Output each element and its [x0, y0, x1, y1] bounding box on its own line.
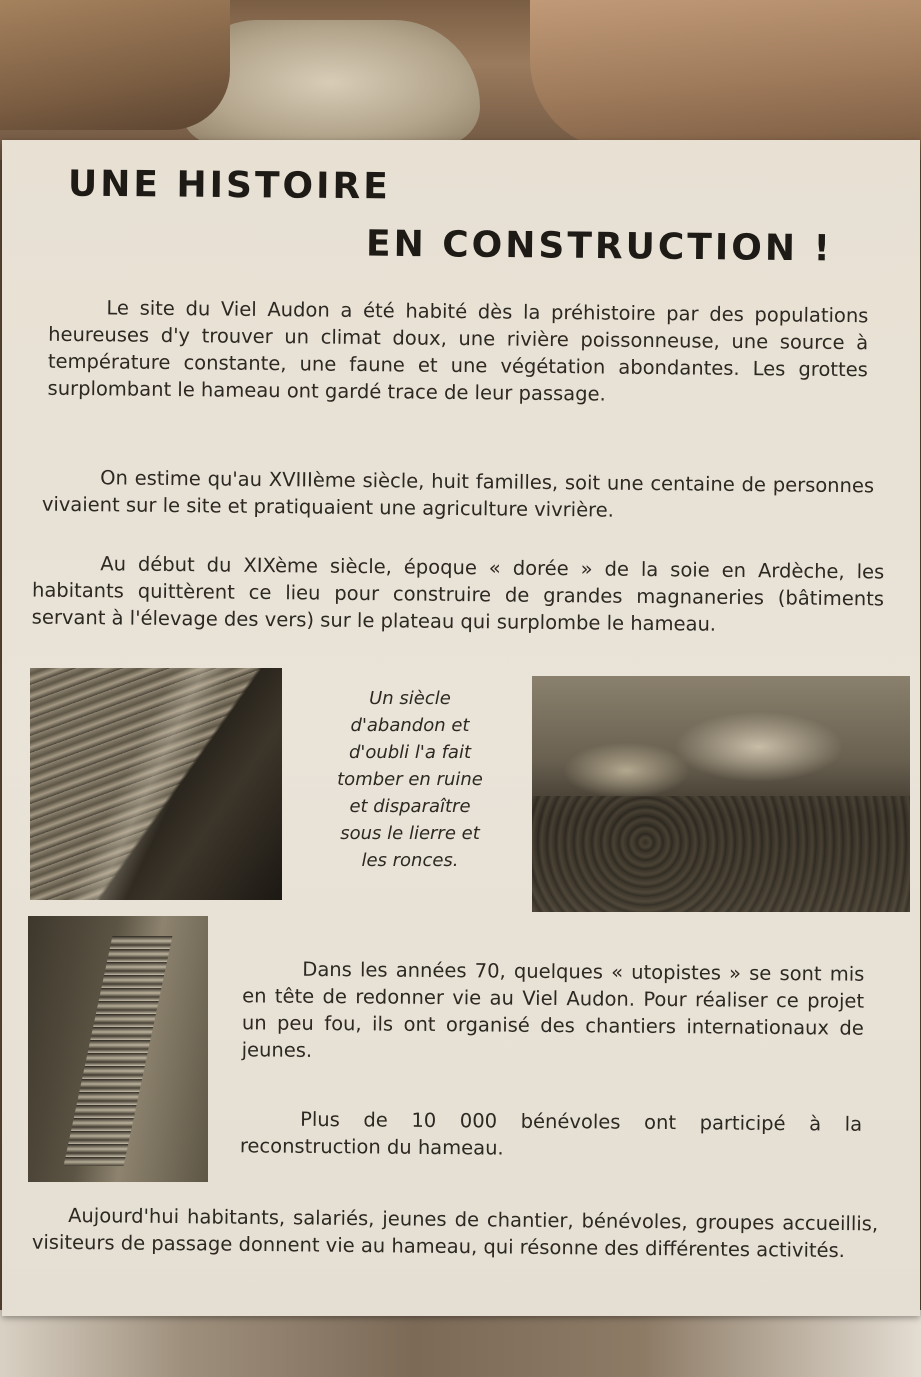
paragraph-today: Aujourd'hui habitants, salariés, jeunes de chantier, bénévoles, groupes accueillis, visiteurs de passage donnent vie au hameau, qui résonne des différentes activités.	[31, 1203, 879, 1263]
information-panel	[2, 140, 920, 1316]
photo-caption: Un siècle d'abandon et d'oubli l'a fait tomber en ruine et disparaître sous le lierre et les ronces.	[337, 688, 483, 871]
paragraph-volunteers: Plus de 10 000 bénévoles ont participé à la reconstruction du hameau.	[239, 1107, 863, 1160]
stone-floor	[0, 1310, 921, 1377]
log-left	[0, 0, 230, 130]
photo-volunteers-chain	[28, 916, 208, 1182]
photo-ruined-village	[532, 676, 910, 912]
paragraph-18th-century: On estime qu'au XVIIIème siècle, huit familles, soit une centaine de personnes vivaient sur le site et pratiquaient une agriculture vivrière.	[41, 466, 875, 522]
panel-title-line2: EN CONSTRUCTION !	[365, 223, 834, 270]
log-right	[530, 0, 921, 150]
paragraph-seventies: Dans les années 70, quelques « utopistes » se sont mis en tête de redonner vie au Viel Audon. Pour réaliser ce projet un peu fou, ils ont organisé des chantiers internationaux de jeunes.	[241, 957, 865, 1062]
paragraph-prehistory: Le site du Viel Audon a été habité dès la préhistoire par des populations heureuses d'y trouver un climat doux, une rivière poissonneuse, une source à température constante, une faune et une végétation abondantes. Les grottes surplombant le hameau ont gardé trace de leur passage.	[47, 296, 869, 406]
paragraph-19th-century: Au début du XIXème siècle, époque « dorée » de la soie en Ardèche, les habitants quittèrent ce lieu pour construire de grandes magnaneries (bâtiments servant à l'élevage des vers) sur le plateau qui surplombe le hameau.	[31, 552, 885, 636]
photo-river-aerial	[30, 668, 282, 900]
panel-title-line1: UNE HISTOIRE	[67, 163, 391, 208]
